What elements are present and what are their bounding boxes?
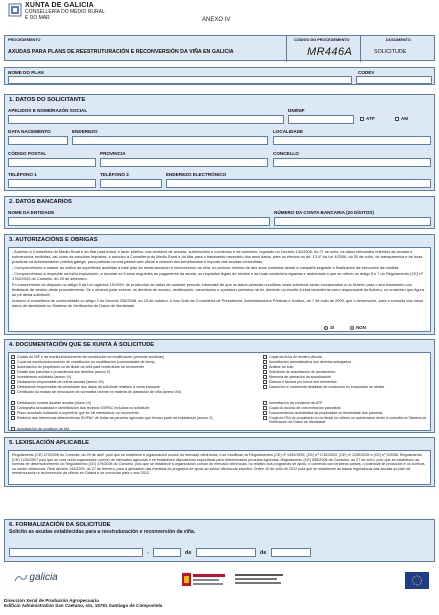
email-label: ENDEREZO ELECTRÓNICO (166, 172, 227, 177)
am-option[interactable] (395, 116, 408, 121)
eu-flag-logo (405, 572, 429, 589)
atp-checkbox[interactable] (360, 117, 364, 121)
council-label: CONCELLO (273, 151, 299, 156)
doc-checkbox[interactable] (263, 406, 267, 410)
doc-label: Declaración xurada doutras axudas (anexo IX) (17, 400, 92, 405)
doc-label: Copia do acordo de concentración parcelaria (269, 405, 341, 410)
section-authorizations (4, 234, 435, 335)
spain-emblem-icon (181, 571, 227, 589)
procedure-box (4, 35, 435, 61)
annex-label: ANEXO IV (202, 17, 231, 23)
auth-paragraph-2: - Comprométome a manter as cultivo as superficies acollidas a este plan de reestruturación e reconversión da viña, un período mínimo de dez anos contados desde a campaña seguinte á finalización da execución da medida. (12, 264, 400, 270)
doc-checkbox[interactable] (11, 385, 15, 389)
spain-government-logo (181, 571, 227, 589)
email-field[interactable] (166, 179, 431, 188)
province-field[interactable] (100, 158, 268, 167)
doc-checkbox[interactable] (263, 401, 267, 405)
surname-label: APELIDOS E NOME/RAZÓN SOCIAL (8, 108, 88, 113)
plan-name-field[interactable] (8, 76, 352, 84)
doc-checkbox[interactable] (11, 427, 15, 431)
address-label: ENDEREZO (72, 129, 98, 134)
entity-label: NOME DA ENTIDADE (8, 210, 55, 215)
doc-label: Acreditación da condición de ATP (269, 400, 323, 405)
footer-line2: Edificio Administrativo San Caetano, s/n, 15781 Santiago de Compostela (4, 603, 163, 609)
postal-field[interactable] (8, 158, 96, 167)
doc-label: Edesos e factura pro forma dos elementos (269, 380, 337, 385)
org-line3: E DO MAR (25, 14, 50, 21)
locality-field[interactable] (273, 136, 431, 145)
org-name (25, 2, 105, 22)
doc-label: Memoria de operación da socialización (269, 375, 332, 380)
doc-checkbox[interactable] (11, 355, 15, 359)
document-value: SOLICITUDE (374, 49, 407, 55)
footer-address (4, 598, 162, 609)
doc-label: Declaración responsable da veracidade dos datos da solicitude relativos á conta bancaria (17, 385, 160, 390)
org-line1: XUNTA DE GALICIA (25, 2, 94, 9)
birth-field[interactable] (8, 136, 68, 145)
doc-label: Copia do DNI do propietario ou do titular do viñedo ou autorización deste á consulta no Sistema de Verificación de Datos de Identidade (269, 415, 427, 424)
dni-field[interactable] (288, 115, 354, 124)
phone2-label: TELÉFONO 2 (100, 172, 129, 177)
doc-checkbox[interactable] (11, 406, 15, 410)
am-checkbox[interactable] (395, 117, 399, 121)
formalization-subtitle: Solicito as axudas establecidas para a reestruturación e reconversión da viña. (9, 529, 196, 535)
section-documentation (4, 339, 435, 433)
documentation-right-column (263, 354, 429, 426)
codev-field[interactable] (356, 76, 432, 84)
postal-label: CÓDIGO POSTAL (8, 151, 47, 156)
section-3-title: 3. AUTORIZACIÓNS E OBRIGAS (9, 237, 98, 243)
authorizations-text-box (8, 247, 431, 332)
atp-option[interactable] (360, 116, 375, 121)
province-label: PROVINCIA (100, 151, 126, 156)
consent-no-checkbox[interactable] (350, 326, 354, 330)
doc-label: Plano acoutado indicando a superficie que se vai reestruturar ou reconverter. (17, 411, 140, 416)
de-label-2: de (260, 550, 267, 556)
section-1-title: 1. DATOS DO SOLICITANTE (9, 97, 86, 103)
codev-label: CODEV (358, 70, 375, 75)
doc-label: Detalle das parcelas e procedencia dos dereitos (anexo V) (17, 369, 111, 374)
auth-paragraph-5: Autorizo a consellería de conformidade co artigo 2 do Decreto 255/2008, do 23 de outubro, e coa Orde da Consellería de Presidencia, Administracións Públicas e Xustiza, do 7 de xullo de 2009, que o desenvolve, para a consulta dos meus datos de identidade no Sistema de Verificación de Datos de Identidade. (12, 297, 424, 308)
doc-label: Copias do NIF e da escritura/documento de constitución ou modificación (persoas xurídicas) (17, 354, 165, 359)
dni-label: DNI/NIF (288, 108, 305, 113)
section-6-title: 6. FORMALIZACIÓN DA SOLICITUDE (9, 522, 111, 528)
doc-spacer (263, 390, 429, 400)
legislation-text: Regulamento (CE) 479/2008 do Consello, do 29 de abril, polo que se establece a organización común do mercado vitivinícola, e se modifican os Regulamentos (CE) nº 1493/1999, (CE) nº 1782/2003, (CE) nº 1290/2005 e (CE) nº 3/2008. Regulamento (CE) 1234/2007 polo que se crea unha organización común de mercados agrícolas e se establecen disposicións específicas para determinados produtos agrícolas. Regulamento (CE) 555/2008 da Comisión, do 27 de xuño, polo que se establecen as normas de desenvolvemento do Regulamento (CE) 479/2008 do Consello, polo que se establece a organización común do mercado vitivinícola, no relativo aos programas de apoio, o comercio con terceiros países, o potencial de produción e os controis no sector vitivinícola. Real decreto 244/2009, do 27 de febreiro, para a aplicación das medidas do programa de apoio ao sector vitivinícola español. Orden 15 de xullo de 2012 pola que se establecen as bases reguladoras das axudas ao plan de reestruturación e reconversión da viñedo en Galicia e se convocan para o ano 2012. (12, 453, 425, 476)
place-field[interactable] (9, 548, 143, 557)
address-field[interactable] (72, 136, 268, 145)
entity-field[interactable] (8, 217, 270, 226)
doc-checkbox[interactable] (263, 365, 267, 369)
doc-checkbox[interactable] (11, 360, 15, 364)
procedure-title: AXUDAS PARA PLANS DE REESTRUTURACIÓN E RECONVERSIÓN DA VIÑA EN GALICIA (8, 49, 234, 55)
doc-label: Análise do solo (269, 364, 294, 369)
doc-checkbox[interactable] (11, 416, 15, 420)
phone1-field[interactable] (8, 179, 96, 188)
org-line2: CONSELLERÍA DO MEDIO RURAL (25, 9, 105, 16)
doc-checkbox[interactable] (263, 360, 267, 364)
de-label-1: de (185, 550, 192, 556)
doc-label: Documentación acreditativa da propiedade ou titularidade das parcelas (269, 411, 383, 416)
doc-checkbox[interactable] (263, 385, 267, 389)
doc-label: Autorización do propietario ou do titular da viña para reestruturar ou reconverter (17, 364, 145, 369)
footer-line1: Dirección Xeral de Produción Agropecuaria (4, 598, 99, 603)
year-field[interactable] (271, 548, 311, 557)
auth-paragraph-4: En cumprimento do disposto no artigo 5 da Lei orgánica 15/1999, de protección de datos de carácter persoal, infórmase de que os datos persoais recollidos nesta solicitude serán incorporados a un ficheiro para o seu tratamento con finalidade de xestión deste procedemento. Se o desexa pode exercer os dereitos de acceso, rectificación, cancelación e oposición previstos na lei, dirixindo un escrito á esta consellería como responsable do ficheiro, no enderezo que figura ao pé desta solicitude. (12, 282, 425, 297)
doc-checkbox[interactable] (11, 375, 15, 379)
section-applicant (4, 94, 435, 191)
documentation-box (8, 352, 431, 431)
doc-label: Certificado do estado de renovación de normativa vixente en materia de plantación de viña (anexo VIII) (17, 389, 182, 394)
section-5-title: 5. LEXISLACIÓN APLICABLE (9, 440, 89, 446)
doc-checkbox[interactable] (11, 370, 15, 374)
surname-field[interactable] (8, 115, 284, 124)
doc-item[interactable] (263, 416, 429, 426)
galicia-logo (14, 572, 58, 584)
document-label: DOCUMENTO (386, 38, 411, 42)
doc-checkbox[interactable] (11, 401, 15, 405)
doc-label: Investimento solicitado (anexo VI) (17, 375, 71, 380)
doc-label: Acreditación da condición de AM (17, 426, 70, 431)
auth-paragraph-1: - Autorizo á Consellería do Medio Rural e do Mar para incluír e facer público, nos rexistros de axudas, subvencións e convenios e de sancións, regulado no Decreto 132/2006, do 27 de xullo, os datos relevantes referidos ás axudas e subvencións recibidas, así como ás sancións impostas, e autorizo á Consellería do Medio Rural e do Mar para o tratamento necesario dos seus datos, para os efectos do art. 13.4º da Lei 4/2006, do 30 de xuño, de transparencia e de boas prácticas na Administración pública galega, para publicar na súa páxina web oficial a relación dos beneficiarios e importe das axudas concedidas. (12, 249, 423, 264)
doc-label: Relación das referencias alfanuméricas SIXPAC de todas as parcelas agrícolas que forman parte da explotación (anexo X) (17, 415, 213, 420)
procedure-code: MR446A (307, 46, 353, 58)
consent-yes-label: SI (330, 325, 335, 330)
doc-label: Copia da escritura/documento de constitución ou modificación (comunidades de bens). (17, 359, 156, 364)
section-2-title: 2. DATOS BANCARIOS (9, 199, 72, 205)
doc-label: Descrición e orzamento detallado de condución en emparrado ou similar (269, 385, 385, 390)
consent-yes-option[interactable] (324, 325, 334, 330)
doc-label: Copia da ficha do rexistro vitícola (269, 354, 322, 359)
doc-checkbox[interactable] (263, 370, 267, 374)
account-label: NÚMERO DA CONTA BANCARIA (20 DÍXITOS) (274, 210, 374, 215)
doc-checkbox[interactable] (11, 411, 15, 415)
locality-label: LOCALIDADE (273, 129, 304, 134)
doc-checkbox[interactable] (11, 390, 15, 394)
section-bank (4, 196, 435, 229)
council-field[interactable] (273, 158, 431, 167)
account-field[interactable] (274, 217, 431, 226)
consent-yes-checkbox[interactable] (324, 326, 328, 330)
section-formalization: 6. FORMALIZACIÓN DA SOLICITUDE Solicito as axudas establecidas para a reestruturación e reconversión da viña. , de de (4, 519, 435, 562)
doc-checkbox[interactable] (263, 411, 267, 415)
eu-flag-icon (405, 572, 429, 589)
galicia-wordmark: galicia (29, 572, 58, 583)
galicia-wave-icon (14, 573, 28, 583)
doc-label: Solicitude de autorización de arrotamento (269, 369, 336, 374)
ministry-text-icon (235, 573, 287, 587)
doc-checkbox[interactable] (11, 365, 15, 369)
consent-no-label: NON (356, 325, 366, 330)
documentation-left-column (11, 354, 259, 431)
section-4-title: 4. DOCUMENTACIÓN QUE SE XUNTA Á SOLICITUDE (9, 342, 155, 348)
doc-checkbox[interactable] (263, 416, 267, 420)
plan-row (4, 67, 435, 85)
phone1-label: TELÉFONO 1 (8, 172, 37, 177)
phone2-field[interactable] (100, 179, 162, 188)
procedure-label: PROCEDEMENTO (8, 38, 41, 42)
atp-label: ATP (366, 116, 375, 121)
doc-checkbox[interactable] (263, 380, 267, 384)
month-field[interactable] (196, 548, 256, 557)
xunta-shield-icon (8, 3, 22, 17)
doc-label: Declaración responsable de outras axudas (anexo VII) (17, 380, 104, 385)
plan-name-label: NOME DO PLAN (8, 70, 44, 75)
procedure-code-label: CÓDIGO DO PROCEDEMENTO (294, 38, 350, 42)
doc-item[interactable] (11, 426, 259, 431)
doc-item[interactable] (11, 416, 259, 426)
doc-label: Acreditación administrativa dos dereitos adxegados (269, 359, 352, 364)
doc-checkbox[interactable] (263, 375, 267, 379)
legislation-text-box (8, 450, 431, 485)
doc-checkbox[interactable] (11, 380, 15, 384)
am-label: AM (401, 116, 408, 121)
auth-paragraph-3: - Comprométome a respectar na miña explotación, a durante os 5 anos seguintes ao pagamento da axuda, os requisitos legais de xestión e as boas condicións agrarias e ambientais a que se refiren os artigo 5 e 7 do Regulamento (CE) nº 1782/2003 do Consello, do 29 de setembro. (12, 271, 423, 281)
section-legislation (4, 437, 435, 487)
xunta-logo (8, 3, 22, 17)
birth-label: DATA NACEMENTO (8, 129, 51, 134)
doc-item[interactable] (11, 390, 259, 400)
doc-label: Cartografía actualizada e identificación dos recintos SIXPAC incluídos no solicitude (17, 405, 150, 410)
consent-no-option[interactable] (350, 325, 366, 330)
ministry-logo (235, 573, 287, 587)
day-field[interactable] (153, 548, 181, 557)
doc-checkbox[interactable] (263, 355, 267, 359)
